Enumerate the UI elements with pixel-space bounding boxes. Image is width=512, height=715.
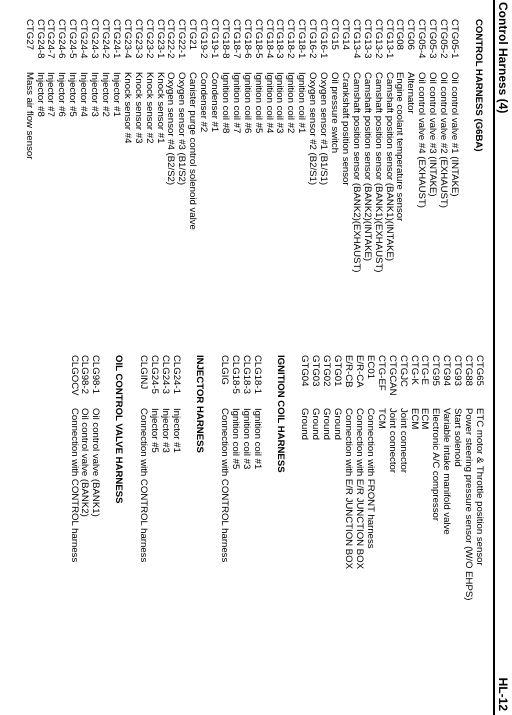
connector-code: CLGIG (218, 355, 230, 385)
connector-description: Knock sensor #2 (143, 72, 155, 144)
connector-row (170, 355, 181, 600)
connector-row (299, 355, 310, 600)
control-continued-list (299, 355, 484, 600)
connector-row (375, 355, 386, 600)
connector-description: Ignition coil #7 (230, 72, 242, 134)
connector-code: CLG18-3 (240, 355, 252, 394)
connector-row (419, 355, 430, 600)
connector-code: CTG23-4 (121, 19, 133, 59)
connector-code: E/R-CA (354, 355, 366, 388)
connector-row (154, 19, 165, 272)
connector-code: GTG04 (299, 355, 311, 387)
connector-description: Connection with CONTROL harness (138, 408, 150, 563)
connector-row (320, 355, 331, 600)
connector-row (137, 355, 148, 600)
connector-code: CTG65 (474, 355, 485, 386)
connector-description: Ground (310, 408, 322, 440)
connector-row (55, 19, 66, 272)
connector-row (328, 19, 339, 272)
connector-description: Variable intake manifold valve (441, 408, 453, 535)
connector-code: CTG18-6 (241, 19, 253, 59)
connector-row (462, 355, 473, 600)
connector-code: CTG05-4 (416, 19, 428, 59)
connector-row (361, 19, 372, 272)
connector-description: Ignition coil #2 (285, 72, 297, 134)
connector-description: Injector #5 (67, 72, 79, 117)
connector-row (331, 355, 342, 600)
connector-code: CTG24-8 (34, 19, 46, 59)
connector-code: CTG08 (394, 19, 406, 50)
connector-code: CTG-E (419, 355, 431, 385)
right-column (55, 355, 484, 600)
connector-description: Condenser #1 (209, 72, 221, 133)
ocv-block (68, 355, 125, 600)
connector-code: CTG22-2 (165, 19, 177, 59)
connector-description: Injector #6 (56, 72, 68, 117)
header-rule (493, 0, 495, 715)
page-number: HL-12 (496, 677, 510, 711)
section-title-injector: INJECTOR HARNESS (193, 355, 205, 453)
connector-code: CTG23-2 (143, 19, 155, 59)
connector-row (317, 19, 328, 272)
connector-row (79, 355, 90, 600)
connector-row (448, 19, 459, 272)
connector-row (89, 355, 100, 600)
ignition-list (218, 355, 262, 600)
connector-row (437, 19, 448, 272)
control-list (23, 19, 459, 272)
connector-code: CTG24-6 (56, 19, 68, 59)
connector-description: Oxygen sensor #4 (B2/S2) (165, 72, 177, 186)
connector-code: CTG18-4 (263, 19, 275, 59)
connector-row (426, 19, 437, 272)
connector-row (386, 355, 397, 600)
connector-description: Ground (321, 408, 333, 440)
connector-row (159, 355, 170, 600)
connector-description: Oil control valve #3 (INTAKE) (427, 72, 439, 197)
connector-code: CTG15 (329, 19, 341, 50)
section-title-ocv: OIL CONTROL VALVE HARNESS (113, 355, 125, 504)
connector-description: Camshaft position sensor (BANK1)(INTAKE) (383, 72, 395, 262)
connector-row (110, 19, 121, 272)
connector-description: ETC motor & Throttle position sensor (474, 408, 485, 566)
connector-description: Injector #3 (89, 72, 101, 117)
page-title: Control Harness (4) (496, 2, 510, 114)
connector-description: Oil control valve #2 (EXHAUST) (438, 72, 450, 208)
connector-code: CTG18-8 (219, 19, 231, 59)
connector-row (229, 355, 240, 600)
connector-row (350, 19, 361, 272)
connector-code: CTG13-2 (372, 19, 384, 59)
connector-row (383, 19, 394, 272)
connector-description: Joint connector (397, 408, 409, 474)
connector-code: CTG18-7 (230, 19, 242, 59)
connector-row (66, 19, 77, 272)
connector-row (186, 19, 197, 272)
connector-code: CTG24-3 (89, 19, 101, 59)
connector-code: GTG02 (321, 355, 333, 387)
connector-row (99, 19, 110, 272)
connector-code: CTG93 (452, 355, 464, 386)
connector-code: CTG05-2 (438, 19, 450, 59)
connector-row (408, 355, 419, 600)
connector-code: GTG03 (310, 355, 322, 387)
connector-description: Oxygen sensor #1 (B1/S1) (318, 72, 330, 186)
connector-row (339, 19, 350, 272)
connector-code: CTG24-5 (67, 19, 79, 59)
connector-code: EC01 (364, 355, 376, 379)
connector-description: Ignition coil #5 (252, 72, 264, 134)
connector-description: Ignition coil #3 (274, 72, 286, 134)
connector-description: Injector #7 (45, 72, 57, 117)
connector-row (451, 355, 462, 600)
connector-description: Injector #4 (78, 72, 90, 117)
connector-code: CLG24-1 (170, 355, 182, 394)
connector-description: Mass air flow sensor (23, 72, 35, 160)
connector-row (77, 19, 88, 272)
connector-description: ECM (419, 408, 431, 430)
connector-description: ECM (408, 408, 420, 430)
connector-code: CTG24-7 (45, 19, 57, 59)
connector-row (148, 355, 159, 600)
connector-description: Injector #8 (34, 72, 46, 117)
connector-description: Oil control valve #4 (EXHAUST) (416, 72, 428, 208)
connector-description: Crankshaft position sensor (339, 72, 351, 186)
connector-description: Condenser #2 (198, 72, 210, 133)
connector-row (285, 19, 296, 272)
connector-description: Connection with CONTROL harness (68, 408, 80, 563)
connector-row (473, 355, 484, 600)
ignition-block (218, 355, 286, 600)
connector-code: CLG98-2 (79, 355, 91, 394)
connector-row (364, 355, 375, 600)
connector-code: CTG24-2 (100, 19, 111, 59)
connector-row (197, 19, 208, 272)
connector-row (34, 19, 45, 272)
connector-row (241, 19, 252, 272)
connector-code: CLG18-5 (229, 355, 241, 394)
connector-row (353, 355, 364, 600)
connector-description: Injector #5 (149, 408, 161, 453)
connector-row (240, 355, 251, 600)
connector-row (372, 19, 383, 272)
injector-block (137, 355, 205, 600)
connector-code: CLG98-1 (90, 355, 102, 394)
connector-code: CLGOCV (68, 355, 80, 396)
connector-code: CTG-EF (375, 355, 387, 391)
connector-row (165, 19, 176, 272)
connector-code: CLG24-3 (160, 355, 172, 394)
connector-description: Oil pressure switch (329, 72, 341, 154)
connector-row (440, 355, 451, 600)
connector-row (251, 355, 262, 600)
connector-code: CTG18-5 (252, 19, 264, 59)
connector-description: Knock sensor #4 (121, 72, 133, 144)
connector-code: CTG-K (408, 355, 420, 385)
connector-code: CTG95 (430, 355, 442, 386)
connector-code: CTG13-3 (361, 19, 373, 59)
connector-row (230, 19, 241, 272)
connector-row (23, 19, 34, 272)
connector-row (429, 355, 440, 600)
connector-row (219, 19, 230, 272)
connector-row (310, 355, 321, 600)
connector-code: CTG13-4 (350, 19, 362, 59)
connector-code: E/R-CB (343, 355, 355, 388)
connector-code: CTG22-1 (176, 19, 188, 59)
injector-list (137, 355, 181, 600)
connector-description: Camshaft position sensor (BANK2)(INTAKE) (361, 72, 373, 262)
connector-description: Oil control valve (BANK1) (90, 408, 102, 517)
connector-code: CTG18-2 (285, 19, 297, 59)
connector-code: CTG05-1 (449, 19, 460, 59)
connector-row (68, 355, 79, 600)
connector-row (88, 19, 99, 272)
connector-code: CTG16-2 (307, 19, 319, 59)
section-title-ignition: IGNITION COIL HARNESS (274, 355, 286, 473)
connector-description: Power steering pressure sensor (W/O EHPS) (463, 408, 475, 601)
connector-description: Camshaft position sensor (BANK2)(EXHAUST) (350, 72, 362, 273)
connector-description: Joint connector (386, 408, 398, 474)
connector-row (218, 355, 229, 600)
connector-code: CTGJC (397, 355, 409, 387)
connector-row (45, 19, 56, 272)
connector-description: Knock sensor #1 (154, 72, 166, 144)
connector-description: Ignition coil #4 (263, 72, 275, 134)
connector-description: Injector #3 (160, 408, 172, 453)
connector-code: CTG24-1 (110, 19, 122, 59)
connector-code: CTG18-3 (274, 19, 286, 59)
connector-description: TCM (375, 408, 387, 429)
connector-description: Alternator (405, 72, 417, 114)
connector-code: CTG94 (441, 355, 453, 386)
connector-description: Oxygen sensor #2 (B2/S1) (307, 72, 319, 186)
connector-description: Knock sensor #3 (132, 72, 144, 144)
connector-description: Oil control valve #1 (INTAKE) (449, 72, 460, 197)
connector-code: CTG16-1 (318, 19, 330, 59)
connector-description: Ignition coil #3 (240, 408, 252, 470)
connector-description: Ignition coil #8 (219, 72, 231, 134)
ocv-list (68, 355, 101, 600)
connector-code: CLG24-5 (149, 355, 161, 394)
connector-description: Ignition coil #6 (241, 72, 253, 134)
connector-description: Connection with E/R JUNCTION BOX (343, 408, 355, 570)
connector-row (306, 19, 317, 272)
connector-row (132, 19, 143, 272)
connector-description: Start solenoid (452, 408, 464, 467)
connector-code: CTG19-2 (198, 19, 210, 59)
connector-code: CLGINJ (138, 355, 150, 390)
connector-description: Ignition coil #1 (296, 72, 308, 134)
connector-code: CTGCAN (386, 355, 398, 396)
connector-row (208, 19, 219, 272)
connector-description: Injector #1 (110, 72, 122, 117)
connector-description: Oil control valve (BANK2) (79, 408, 91, 517)
connector-row (295, 19, 306, 272)
connector-row (415, 19, 426, 272)
connector-row (404, 19, 415, 272)
connector-description: Injector #2 (100, 72, 111, 117)
connector-description: Connection with FRONT harness (364, 408, 376, 549)
connector-code: CTG13-1 (383, 19, 395, 59)
connector-row (274, 19, 285, 272)
connector-row (175, 19, 186, 272)
connector-description: Connection with E/R JUNCTION BOX (354, 408, 366, 570)
connector-description: Ignition coil #1 (251, 408, 263, 470)
connector-description: Oxygen sensor #3 (B1/S2) (176, 72, 188, 186)
connector-code: CTG23-3 (132, 19, 144, 59)
connector-code: CTG06 (405, 19, 417, 50)
connector-code: CLG18-1 (251, 355, 263, 394)
section-title-control: CONTROL HARNESS (G6BA) (473, 19, 484, 152)
left-column (23, 19, 484, 272)
connector-code: CTG27 (23, 19, 35, 50)
connector-code: CTG24-4 (78, 19, 90, 59)
connector-description: Camshaft position sensor (BANK1)(EXHAUST) (372, 72, 384, 273)
connector-code: CTG14 (339, 19, 351, 50)
connector-code: CTG19-1 (209, 19, 221, 59)
connector-description: Ground (299, 408, 311, 440)
connector-description: Canister purge control solenoid valve (187, 72, 199, 230)
connector-row (263, 19, 274, 272)
connector-row (252, 19, 263, 272)
connector-description: Ignition coil #5 (229, 408, 241, 470)
connector-row (342, 355, 353, 600)
connector-description: Ground (332, 408, 344, 440)
connector-row (121, 19, 132, 272)
connector-row (394, 19, 405, 272)
connector-row (397, 355, 408, 600)
connector-description: Injector #1 (170, 408, 182, 453)
connector-description: Electronic A/C compressor (430, 408, 442, 522)
connector-code: CTG05-3 (427, 19, 439, 59)
connector-code: CTG21 (187, 19, 199, 50)
connector-code: CTG23-1 (154, 19, 166, 59)
connector-code: CTG18-1 (296, 19, 308, 59)
connector-description: Engine coolant temperature sensor (394, 72, 406, 222)
connector-description: Connection with CONTROL harness (218, 408, 230, 563)
control-continued-block (299, 355, 484, 600)
connector-code: GTG01 (332, 355, 344, 387)
connector-row (143, 19, 154, 272)
connector-code: CTG88 (463, 355, 475, 386)
